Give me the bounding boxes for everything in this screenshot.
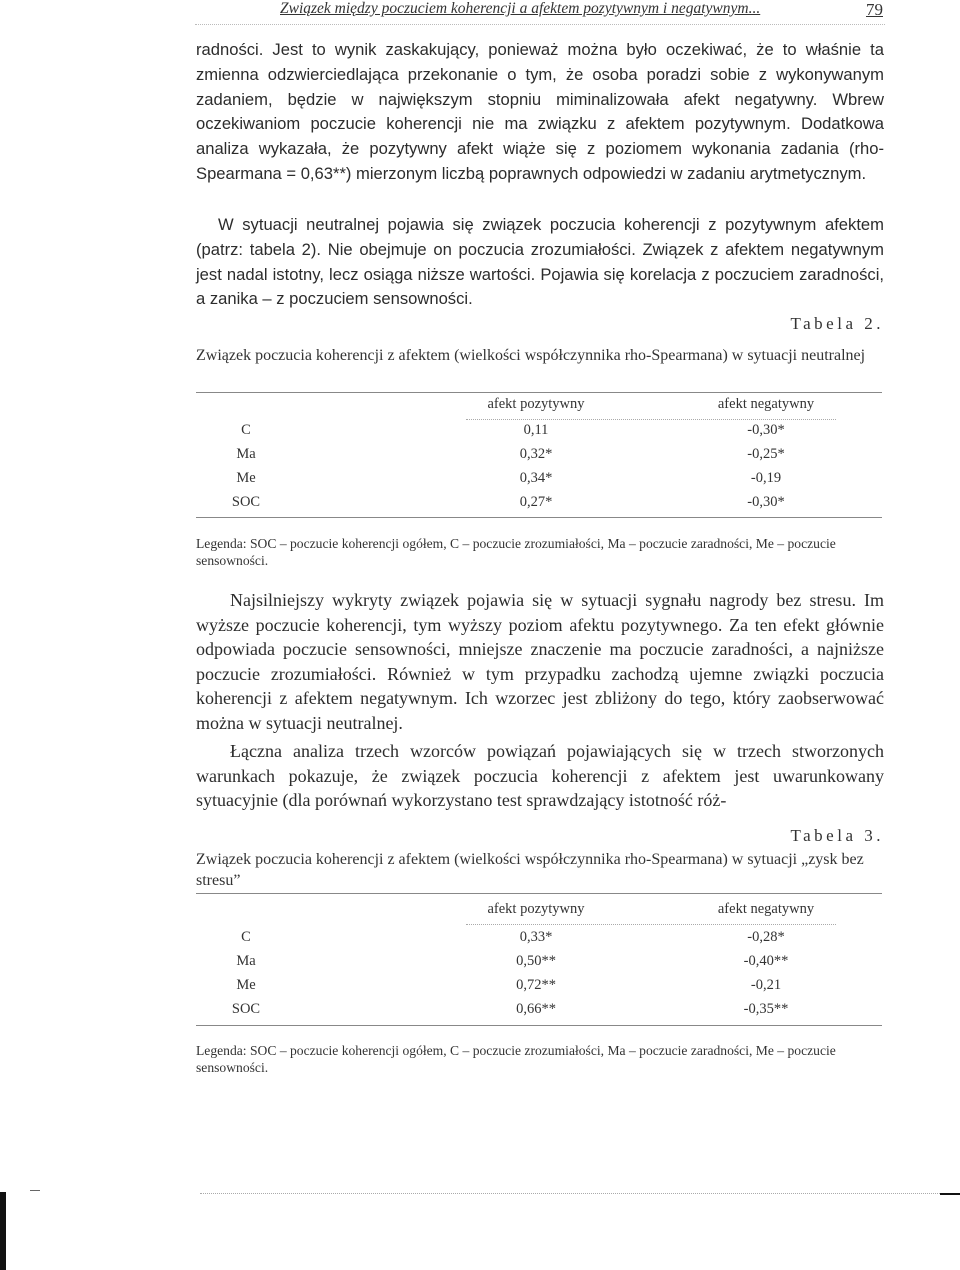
table2-row-label: Ma	[236, 446, 256, 462]
table3-row-label: Me	[236, 977, 256, 993]
header-rule	[195, 24, 885, 25]
table2-cell: 0,27*	[519, 494, 553, 510]
table2-cell: -0,19	[750, 470, 782, 486]
table3-legend: Legenda: SOC – poczucie koherencji ogółem, C – poczucie zrozumiałości, Ma – poczucie zaradności, Me – poczucie sensowności.	[196, 1043, 836, 1075]
table2-caption: Związek poczucia koherencji z afektem (wielkości współczynnika rho-Spearmana) w sytuacji neutralnej	[196, 347, 866, 364]
table3-header-neg: afekt negatywny	[717, 901, 815, 917]
table2-cell: -0,30*	[747, 494, 785, 510]
table3-bottom-rule	[196, 1025, 882, 1026]
table2-legend: Legenda: SOC – poczucie koherencji ogółem, C – poczucie zrozumiałości, Ma – poczucie zaradności, Me – poczucie sensowności.	[196, 536, 836, 568]
paragraph-4: Łączna analiza trzech wzorców powiązań pojawiających się w trzech stworzonych warunkach pokazuje, że związek poczucia koherencji z afektem jest uwarunkowany sytuacyjnie (dla porównań wykorzystano test sprawdzający istotność róż-	[196, 741, 884, 811]
table3-header-rule	[466, 924, 836, 925]
table3-cell: -0,40**	[743, 953, 789, 969]
table3-cell: -0,28*	[747, 929, 785, 945]
table3-caption: Związek poczucia koherencji z afektem (wielkości współczynnika rho-Spearmana) w sytuacji „zysk bez stresu”	[196, 851, 864, 889]
table3-cell: 0,50**	[516, 953, 556, 969]
table2-cell: -0,30*	[747, 422, 785, 438]
table3-row-label: Ma	[236, 953, 256, 969]
table2-label: Tabela 2.	[790, 314, 884, 333]
table2-bottom-rule	[196, 517, 882, 518]
table2-cell: 0,32*	[519, 446, 553, 462]
table3-cell: -0,21	[750, 977, 782, 993]
scan-artifact-mark	[940, 1193, 960, 1195]
table2-header-pos: afekt pozytywny	[487, 396, 585, 412]
table2-header-neg: afekt negatywny	[717, 396, 815, 412]
running-header-title: Związek między poczuciem koherencji a afektem pozytywnym i negatywnym...	[280, 0, 761, 17]
table2-cell: 0,34*	[519, 470, 553, 486]
table2-row-label: C	[241, 422, 251, 438]
table3-cell: 0,72**	[516, 977, 556, 993]
table2	[196, 392, 886, 522]
table3-cell: 0,33*	[519, 929, 553, 945]
table3-label: Tabela 3.	[790, 826, 884, 845]
table2-cell: 0,11	[523, 422, 549, 438]
table3-cell: 0,66**	[516, 1001, 556, 1017]
paragraph-3: Najsilniejszy wykryty związek pojawia się w sytuacji sygnału nagrody bez stresu. Im wyższe poczucie koherencji, tym wyższy poziom afektu pozytywnego. Za ten efekt głównie odpowiada poczucie sensowności, mniejsze znaczenie ma poczucie zaradności, a najniższe poczucie zrozumiałości. Również w tym przypadku zachodzą ujemne związki poczucia koherencji z afektem negatywnym. Ich wzorzec jest zbliżony do tego, który zaobserwować można w sytuacji neutralnej.	[196, 590, 884, 733]
paragraph-1: radności. Jest to wynik zaskakujący, ponieważ można było oczekiwać, że to właśnie ta zmienna odzwierciedlająca przekonanie o tym, że osoba poradzi sobie z wykonywanym zadaniem, będzie w największym stopniu miminalizowała afekt negatywny. Wbrew oczekiwaniom poczucie koherencji nie ma związku z afektem pozytywnym. Dodatkowa analiza wykazała, że pozytywny afekt wiąże się z poziomem wykonania zadania (rho-Spearmana = 0,63**) mierzonym liczbą poprawnych odpowiedzi w zadaniu arytmetycznym.	[196, 40, 884, 183]
table2-cell: -0,25*	[747, 446, 785, 462]
page-number: 79	[866, 0, 883, 19]
scan-artifact-edge	[0, 1192, 6, 1270]
table2-row-label: SOC	[231, 494, 261, 510]
table3	[196, 893, 886, 1028]
table3-row-label: C	[241, 929, 251, 945]
table3-row-label: SOC	[231, 1001, 261, 1017]
table3-header-pos: afekt pozytywny	[487, 901, 585, 917]
scan-artifact-dash	[30, 1190, 40, 1191]
scan-artifact-line	[200, 1193, 940, 1194]
table2-row-label: Me	[236, 470, 256, 486]
table3-cell: -0,35**	[743, 1001, 789, 1017]
table2-header-rule	[466, 419, 836, 420]
paragraph-2: W sytuacji neutralnej pojawia się związek poczucia koherencji z pozytywnym afektem (patrz: tabela 2). Nie obejmuje on poczucia zrozumiałości. Związek z afektem negatywnym jest nadal istotny, lecz osiąga niższe wartości. Pojawia się korelacja z poczuciem zaradności, a zanika – z poczuciem sensowności.	[196, 215, 884, 309]
